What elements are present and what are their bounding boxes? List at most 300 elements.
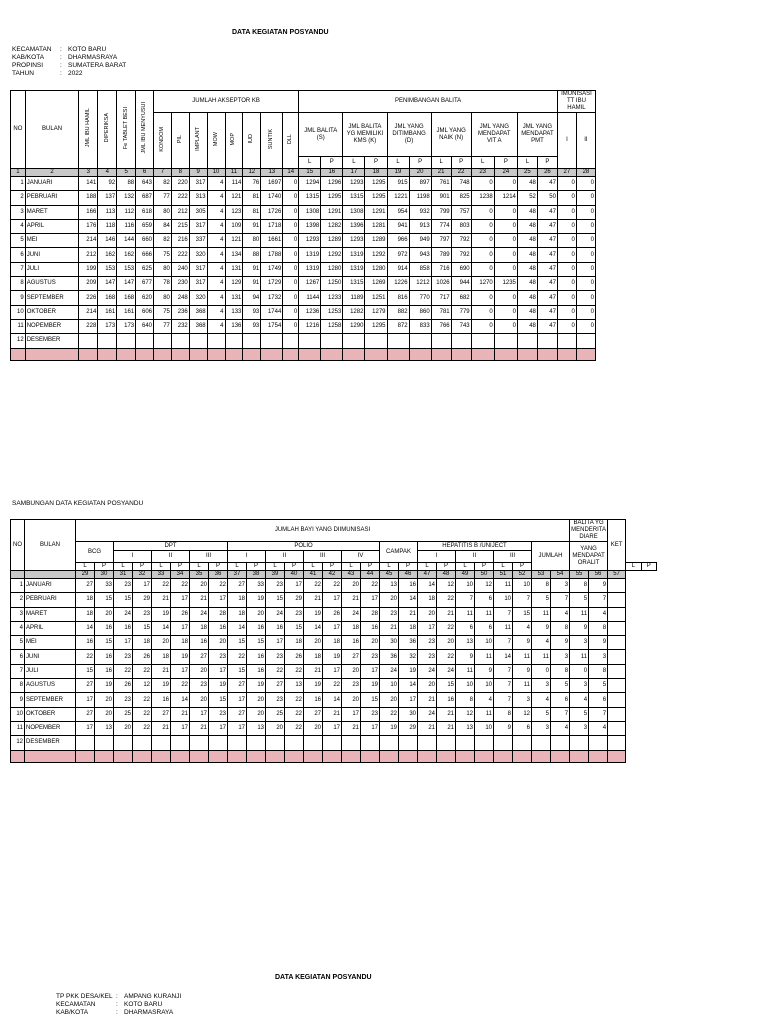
cell-value: 0 xyxy=(283,305,299,319)
cell-value: 121 xyxy=(225,191,243,205)
cell-value: 659 xyxy=(136,219,154,233)
cell-value: 29 xyxy=(285,593,304,607)
meta-value: DHARMASRAYA xyxy=(68,54,118,61)
cell-value: 0 xyxy=(557,219,576,233)
table-row xyxy=(11,664,657,678)
row-bulan: SEPTEMBER xyxy=(25,291,79,305)
cell-value: 47 xyxy=(537,219,557,233)
cell-value: 1258 xyxy=(321,319,343,333)
cell-value: 82 xyxy=(154,177,172,191)
row-no: 5 xyxy=(11,234,26,248)
cell-value: 1280 xyxy=(321,262,343,276)
cell-value: 15 xyxy=(361,693,380,707)
cell-value: 7 xyxy=(551,707,570,721)
cell-value: 19 xyxy=(247,593,266,607)
sub-l: L xyxy=(342,563,361,571)
cell-value: 48 xyxy=(517,262,537,276)
cell-value xyxy=(117,334,136,348)
total-cell xyxy=(513,750,532,762)
cell-value: 666 xyxy=(136,248,154,262)
cell-value: 7 xyxy=(494,679,513,693)
cell-value: 6 xyxy=(551,693,570,707)
total-cell xyxy=(261,348,283,360)
cell-value xyxy=(365,334,387,348)
total-row xyxy=(11,750,657,762)
cell-value: 1292 xyxy=(365,248,387,262)
cell-value: 897 xyxy=(409,177,431,191)
cell-value: 9 xyxy=(589,579,608,593)
cell-value: 15 xyxy=(266,593,285,607)
cell-value: 16 xyxy=(95,621,114,635)
cell-value: 240 xyxy=(171,262,189,276)
total-cell xyxy=(190,750,209,762)
cell-value: 28 xyxy=(209,607,228,621)
cell-value: 7 xyxy=(494,607,513,621)
cell-value: 17 xyxy=(133,579,152,593)
cell-value: 77 xyxy=(154,319,172,333)
cell-value: 19 xyxy=(247,679,266,693)
cell-value: 949 xyxy=(409,234,431,248)
cell-value: 16 xyxy=(152,693,171,707)
cell-value: 48 xyxy=(517,319,537,333)
page1-table xyxy=(10,90,596,361)
cell-value: 23 xyxy=(285,607,304,621)
cell-value xyxy=(133,736,152,750)
cell-value: 18 xyxy=(76,607,95,621)
polio-iii: III xyxy=(304,551,342,563)
sub-p: P xyxy=(399,563,418,571)
total-cell xyxy=(380,750,399,762)
cell-value xyxy=(76,736,95,750)
col-bulan: BULAN xyxy=(25,520,76,571)
cell-value: 779 xyxy=(451,305,471,319)
cell-value: 3 xyxy=(570,721,589,735)
cell-value: 75 xyxy=(154,248,172,262)
cell-value: 27 xyxy=(228,579,247,593)
sub-l: L xyxy=(517,157,537,169)
cell-value: 47 xyxy=(537,177,557,191)
cell-value: 162 xyxy=(98,248,117,262)
table-row xyxy=(11,234,596,248)
cell-value: 0 xyxy=(471,291,494,305)
cell-value: 22 xyxy=(285,664,304,678)
cell-value: 4 xyxy=(207,234,225,248)
table-row xyxy=(11,334,596,348)
row-no: 4 xyxy=(11,621,25,635)
page1-title: DATA KEGIATAN POSYANDU xyxy=(232,29,329,36)
cell-value: 23 xyxy=(114,693,133,707)
cell-value: 0 xyxy=(494,234,517,248)
col-jml-balita-s: JML BALITA (S) xyxy=(299,113,343,157)
col-dll: DLL xyxy=(287,133,294,145)
cell-value: 0 xyxy=(283,205,299,219)
cell-value: 8 xyxy=(532,579,551,593)
cell-value xyxy=(114,736,133,750)
cell-value: 76 xyxy=(243,177,261,191)
cell-value: 717 xyxy=(431,291,451,305)
sub-l: L xyxy=(626,563,641,571)
cell-value: 24 xyxy=(418,707,437,721)
col-jml-balita-k: JML BALITA YG MEMILIKI KMS (K) xyxy=(343,113,387,157)
meta-value: 2022 xyxy=(68,70,83,77)
cell-value: 21 xyxy=(437,721,456,735)
cell-value: 11 xyxy=(494,621,513,635)
cell-value: 4 xyxy=(207,248,225,262)
total-cell xyxy=(95,750,114,762)
cell-value: 3 xyxy=(570,636,589,650)
cell-value xyxy=(589,736,608,750)
cell-value: 19 xyxy=(209,679,228,693)
cell-value: 48 xyxy=(517,205,537,219)
cell-value: 23 xyxy=(190,679,209,693)
row-no: 3 xyxy=(11,607,25,621)
cell-value: 147 xyxy=(98,277,117,291)
col-number: 48 xyxy=(437,571,456,579)
cell-value: 48 xyxy=(517,291,537,305)
col-number: 20 xyxy=(409,169,431,177)
cell-value: 1270 xyxy=(471,277,494,291)
cell-value: 215 xyxy=(171,219,189,233)
row-bulan: MEI xyxy=(25,636,76,650)
cell-value: 23 xyxy=(114,650,133,664)
cell-value: 5 xyxy=(532,593,551,607)
cell-value: 16 xyxy=(399,579,418,593)
row-no: 7 xyxy=(11,664,25,678)
cell-value: 36 xyxy=(399,636,418,650)
cell-value: 4 xyxy=(207,291,225,305)
cell-value: 199 xyxy=(79,262,98,276)
cell-value: 0 xyxy=(532,664,551,678)
cell-value: 1250 xyxy=(321,277,343,291)
table-row xyxy=(11,721,657,735)
total-cell xyxy=(266,750,285,762)
cell-value: 91 xyxy=(243,262,261,276)
total-cell xyxy=(117,348,136,360)
cell-value: 17 xyxy=(209,664,228,678)
table-row xyxy=(11,693,657,707)
cell-value: 82 xyxy=(154,234,172,248)
cell-value: 1281 xyxy=(365,219,387,233)
cell-value: 4 xyxy=(207,319,225,333)
meta-value: AMPANG KURANJI xyxy=(124,993,182,1000)
cell-value xyxy=(225,334,243,348)
cell-value xyxy=(608,593,626,607)
cell-value: 214 xyxy=(79,305,98,319)
cell-value: 1754 xyxy=(261,319,283,333)
cell-value: 226 xyxy=(79,291,98,305)
cell-value: 30 xyxy=(399,707,418,721)
cell-value: 14 xyxy=(171,693,190,707)
cell-value: 317 xyxy=(189,219,207,233)
cell-value: 48 xyxy=(517,277,537,291)
cell-value: 816 xyxy=(387,291,409,305)
cell-value: 23 xyxy=(418,650,437,664)
cell-value: 26 xyxy=(171,607,190,621)
table-row xyxy=(11,621,657,635)
sub-l: L xyxy=(343,157,365,169)
cell-value: 1398 xyxy=(299,219,321,233)
cell-value: 21 xyxy=(380,621,399,635)
row-bulan: MARET xyxy=(25,205,79,219)
cell-value: 872 xyxy=(387,319,409,333)
cell-value: 47 xyxy=(537,248,557,262)
cell-value: 14 xyxy=(304,621,323,635)
cell-value: 1238 xyxy=(471,191,494,205)
cell-value xyxy=(608,736,626,750)
cell-value: 19 xyxy=(323,650,342,664)
cell-value: 3 xyxy=(532,679,551,693)
cell-value: 18 xyxy=(190,621,209,635)
cell-value: 23 xyxy=(266,579,285,593)
cell-value: 47 xyxy=(537,305,557,319)
cell-value: 27 xyxy=(76,579,95,593)
cell-value: 22 xyxy=(323,679,342,693)
meta-label: KAB/KOTA xyxy=(12,54,45,61)
cell-value: 0 xyxy=(557,291,576,305)
cell-value xyxy=(557,334,576,348)
cell-value: 27 xyxy=(76,707,95,721)
cell-value: 1319 xyxy=(299,262,321,276)
cell-value: 20 xyxy=(418,679,437,693)
cell-value: 1235 xyxy=(494,277,517,291)
cell-value: 16 xyxy=(437,693,456,707)
cell-value: 19 xyxy=(380,721,399,735)
cell-value: 114 xyxy=(225,177,243,191)
cell-value: 109 xyxy=(225,219,243,233)
cell-value: 17 xyxy=(266,636,285,650)
meta-row xyxy=(12,70,128,78)
cell-value: 21 xyxy=(152,664,171,678)
cell-value: 11 xyxy=(475,650,494,664)
cell-value: 13 xyxy=(456,721,475,735)
cell-value: 0 xyxy=(557,191,576,205)
cell-value: 161 xyxy=(98,305,117,319)
cell-value: 21 xyxy=(152,593,171,607)
cell-value: 21 xyxy=(190,593,209,607)
cell-value: 19 xyxy=(304,607,323,621)
cell-value: 14 xyxy=(76,621,95,635)
cell-value xyxy=(79,334,98,348)
total-cell xyxy=(299,348,321,360)
cell-value: 137 xyxy=(98,191,117,205)
col-number: 52 xyxy=(513,571,532,579)
cell-value: 17 xyxy=(228,721,247,735)
col-number: 27 xyxy=(557,169,576,177)
cell-value xyxy=(608,679,626,693)
cell-value: 0 xyxy=(557,177,576,191)
cell-value: 27 xyxy=(342,650,361,664)
col-number: 15 xyxy=(299,169,321,177)
sub-l: L xyxy=(304,563,323,571)
cell-value: 16 xyxy=(114,621,133,635)
cell-value: 11 xyxy=(475,707,494,721)
cell-value: 20 xyxy=(247,707,266,721)
meta-label: KAB/KOTA xyxy=(56,1009,89,1016)
col-mow: MOW xyxy=(212,131,219,147)
cell-value xyxy=(266,736,285,750)
cell-value: 18 xyxy=(285,636,304,650)
cell-value: 17 xyxy=(171,593,190,607)
cell-value: 5 xyxy=(570,707,589,721)
cell-value: 23 xyxy=(361,707,380,721)
cell-value: 20 xyxy=(342,664,361,678)
sub-p: P xyxy=(365,157,387,169)
cell-value: 7 xyxy=(456,593,475,607)
cell-value: 757 xyxy=(451,205,471,219)
cell-value: 22 xyxy=(209,579,228,593)
cell-value: 11 xyxy=(570,650,589,664)
group-bayi-diimunisasi: JUMLAH BAYI YANG DIIMUNISASI xyxy=(76,520,570,542)
cell-value: 18 xyxy=(152,650,171,664)
cell-value: 166 xyxy=(79,205,98,219)
cell-value: 81 xyxy=(243,191,261,205)
cell-value: 146 xyxy=(98,234,117,248)
cell-value: 32 xyxy=(399,650,418,664)
meta-value: KOTO BARU xyxy=(124,1001,163,1008)
col-number: 26 xyxy=(537,169,557,177)
cell-value: 1293 xyxy=(343,177,365,191)
cell-value: 606 xyxy=(136,305,154,319)
cell-value: 94 xyxy=(243,291,261,305)
total-cell xyxy=(285,750,304,762)
cell-value: 860 xyxy=(409,305,431,319)
row-bulan: OKTOBER xyxy=(25,305,79,319)
row-bulan: SEPTEMBER xyxy=(25,693,76,707)
table-row xyxy=(11,679,657,693)
cell-value: 7 xyxy=(589,593,608,607)
cell-value: 16 xyxy=(266,621,285,635)
cell-value: 17 xyxy=(361,664,380,678)
total-cell xyxy=(209,750,228,762)
col-number: 4 xyxy=(98,169,117,177)
cell-value: 22 xyxy=(171,579,190,593)
cell-value: 0 xyxy=(576,191,595,205)
row-no: 3 xyxy=(11,205,26,219)
cell-value: 23 xyxy=(342,679,361,693)
cell-value: 22 xyxy=(285,693,304,707)
meta-label: KECAMATAN xyxy=(56,1001,96,1008)
row-no: 2 xyxy=(11,191,26,205)
cell-value: 1267 xyxy=(299,277,321,291)
cell-value: 214 xyxy=(79,234,98,248)
cell-value: 20 xyxy=(247,693,266,707)
cell-value: 188 xyxy=(79,191,98,205)
cell-value: 620 xyxy=(136,291,154,305)
total-cell xyxy=(494,750,513,762)
cell-value: 21 xyxy=(399,607,418,621)
col-number: 8 xyxy=(171,169,189,177)
cell-value: 20 xyxy=(190,664,209,678)
cell-value: 317 xyxy=(189,277,207,291)
cell-value: 16 xyxy=(190,636,209,650)
cell-value: 932 xyxy=(409,205,431,219)
cell-value: 0 xyxy=(471,305,494,319)
row-no: 1 xyxy=(11,579,25,593)
col-number: 25 xyxy=(517,169,537,177)
col-diperiksa: DIPERIKSA xyxy=(103,113,110,143)
cell-value: 640 xyxy=(136,319,154,333)
cell-value: 47 xyxy=(537,205,557,219)
cell-value: 3 xyxy=(570,679,589,693)
sub-p: P xyxy=(247,563,266,571)
cell-value: 966 xyxy=(387,234,409,248)
col-pmt: JML YANG MENDAPAT PMT xyxy=(517,113,557,157)
sub-p: P xyxy=(133,563,152,571)
meta-sep: : xyxy=(60,70,62,77)
cell-value xyxy=(570,736,589,750)
cell-value: 14 xyxy=(228,621,247,635)
cell-value: 17 xyxy=(171,721,190,735)
cell-value: 1732 xyxy=(261,291,283,305)
cell-value xyxy=(343,334,365,348)
sub-l: L xyxy=(76,563,95,571)
cell-value: 9 xyxy=(456,650,475,664)
table-row xyxy=(11,636,657,650)
row-bulan: MARET xyxy=(25,607,76,621)
cell-value: 1214 xyxy=(494,191,517,205)
cell-value: 48 xyxy=(517,234,537,248)
cell-value: 1216 xyxy=(299,319,321,333)
cell-value: 1319 xyxy=(343,248,365,262)
cell-value: 320 xyxy=(189,291,207,305)
cell-value xyxy=(608,664,626,678)
cell-value: 21 xyxy=(323,707,342,721)
cell-value: 33 xyxy=(247,579,266,593)
table-row xyxy=(11,291,596,305)
cell-value: 22 xyxy=(437,621,456,635)
cell-value: 173 xyxy=(117,319,136,333)
col-number: 56 xyxy=(589,571,608,579)
cell-value: 212 xyxy=(79,248,98,262)
cell-value: 112 xyxy=(117,205,136,219)
cell-value: 20 xyxy=(95,693,114,707)
col-number: 36 xyxy=(209,571,228,579)
cell-value: 743 xyxy=(451,319,471,333)
cell-value: 80 xyxy=(243,234,261,248)
cell-value: 761 xyxy=(431,177,451,191)
cell-value: 9 xyxy=(513,636,532,650)
cell-value: 20 xyxy=(304,721,323,735)
col-number: 30 xyxy=(95,571,114,579)
cell-value: 19 xyxy=(171,650,190,664)
col-number: 22 xyxy=(451,169,471,177)
cell-value: 0 xyxy=(494,205,517,219)
cell-value: 10 xyxy=(475,679,494,693)
cell-value: 17 xyxy=(342,707,361,721)
cell-value: 690 xyxy=(451,262,471,276)
cell-value: 3 xyxy=(551,579,570,593)
cell-value: 0 xyxy=(471,262,494,276)
cell-value: 12 xyxy=(437,579,456,593)
cell-value: 0 xyxy=(576,291,595,305)
cell-value: 116 xyxy=(117,219,136,233)
col-dpt: DPT xyxy=(114,542,228,551)
col-number: 19 xyxy=(387,169,409,177)
cell-value: 23 xyxy=(380,607,399,621)
cell-value: 4 xyxy=(570,693,589,707)
cell-value: 11 xyxy=(456,607,475,621)
total-row xyxy=(11,348,596,360)
cell-value: 0 xyxy=(557,319,576,333)
cell-value: 20 xyxy=(190,693,209,707)
meta-row xyxy=(12,62,128,70)
sub-l: L xyxy=(152,563,171,571)
cell-value: 0 xyxy=(576,234,595,248)
cell-value xyxy=(342,736,361,750)
table-row xyxy=(11,248,596,262)
cell-value: 6 xyxy=(513,721,532,735)
col-number: 11 xyxy=(225,169,243,177)
